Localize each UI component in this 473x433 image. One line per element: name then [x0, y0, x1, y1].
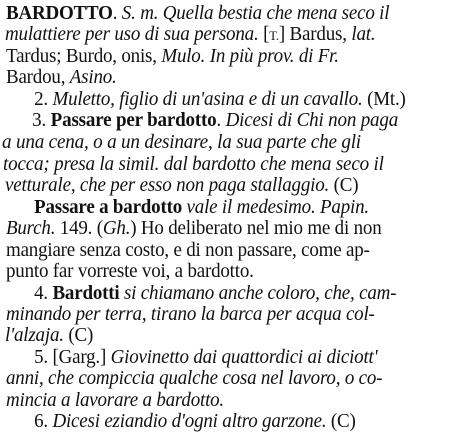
entry-text-run: . — [216, 110, 226, 131]
entry-line — [6, 46, 466, 68]
entry-text-run: Dicesi di Chi non paga — [225, 110, 399, 131]
entry-line — [6, 347, 466, 369]
entry-text-run: punto far vorreste voi, a bardotto. — [6, 261, 254, 282]
entry-text-run: mincia a lavorare a bardotto. — [6, 390, 224, 411]
entry-text-run: Muletto, figlio di un'asina e di un cavallo. — [52, 89, 368, 110]
entry-text-run: Passare a bardotto — [6, 197, 187, 218]
entry-line — [6, 240, 466, 262]
entry-text-run: Passare per bardotto — [50, 110, 217, 131]
entry-line — [6, 390, 466, 412]
entry-text-run: minando per terra, tirano la barca per acqua col- — [6, 304, 375, 325]
entry-text-run: vetturale, che per esso non paga stallaggio. — [5, 175, 334, 196]
entry-text-run: S. m. Quella bestia che mena seco il — [121, 3, 390, 24]
entry-text-run: (Mt.) — [367, 89, 406, 110]
entry-text-run: lat. — [351, 24, 376, 45]
entry-line — [6, 304, 466, 326]
entry-text-run: mulattiere per uso di sua persona. — [5, 24, 264, 45]
entry-text-run: 149. ( — [55, 218, 103, 239]
entry-line — [5, 325, 466, 347]
entry-text-run: a una cena, o a un desinare, la sua parte che gli — [2, 132, 361, 153]
entry-line — [6, 368, 466, 390]
entry-text-run: [ — [263, 24, 270, 45]
entry-text-run: l'alzaja. — [5, 325, 69, 346]
entry-line — [6, 197, 466, 219]
entry-text-run: si chiamano anche coloro, che, cam- — [123, 283, 397, 304]
entry-text-run: 3. — [4, 110, 51, 131]
entry-text-run: 5. [ — [6, 347, 59, 368]
entry-line — [6, 89, 466, 111]
entry-text-run: Asino. — [69, 67, 117, 88]
entry-text-run: ) Ho deliberato nel mio me di non — [130, 218, 382, 239]
entry-text-run: anni, che compiccia qualche cosa nel lavoro, o co- — [6, 368, 383, 389]
entry-line — [6, 261, 466, 283]
entry-line — [4, 110, 466, 132]
entry-text-run: Burch. — [6, 218, 56, 239]
entry-text-run: 4. — [6, 283, 53, 304]
entry-line — [6, 218, 466, 240]
entry-line — [3, 154, 466, 176]
entry-text-run: (C) — [68, 325, 94, 346]
entry-text-run: (C) — [333, 175, 359, 196]
entry-text-run: Bardou, — [6, 67, 70, 88]
entry-line — [5, 24, 466, 46]
entry-text-run: vale il medesimo. Papin. — [186, 197, 369, 218]
entry-text-run: Mulo. In più prov. di Fr. — [161, 46, 339, 67]
entry-text-run: ] — [99, 347, 111, 368]
entry-text-run: T. — [269, 28, 279, 43]
entry-text-run: Tardus; Burdo, onis, — [6, 46, 162, 67]
entry-text-run: mangiare senza costo, e di non passare, come ap- — [6, 240, 370, 261]
entry-line — [6, 283, 466, 305]
entry-text-run: Giovinetto dai quattordici ai diciott' — [110, 347, 378, 368]
entry-text-run: . — [112, 3, 122, 24]
entry-line — [2, 132, 466, 154]
entry-text-run: tocca; presa la simil. dal bardotto che mena seco il — [3, 154, 384, 175]
entry-text-run: Bardotti — [52, 283, 124, 304]
entry-text-run: BARDOTTO — [6, 3, 113, 24]
entry-text-run: 6. — [6, 411, 53, 432]
entry-line — [6, 3, 466, 25]
entry-text-run: Dicesi eziandio d'ogni altro garzone. — [52, 411, 331, 432]
entry-text-run: (C) — [330, 411, 356, 432]
entry-line — [5, 175, 466, 197]
entry-text-run: Garg. — [58, 347, 100, 368]
entry-text-run: Gh. — [102, 218, 131, 239]
entry-text-run: ] Bardus, — [278, 24, 352, 45]
entry-text-run: 2. — [6, 89, 53, 110]
entry-line — [6, 67, 466, 89]
